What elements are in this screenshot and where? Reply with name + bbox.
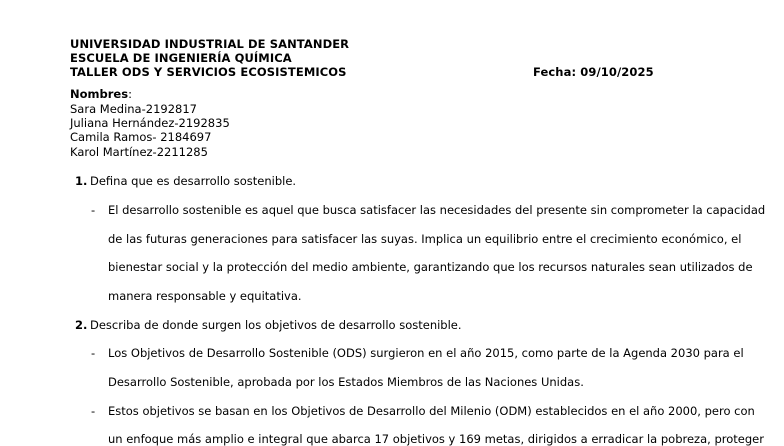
- student-name: Juliana Hernández-2192835: [70, 116, 230, 130]
- university-name: UNIVERSIDAD INDUSTRIAL DE SANTANDER: [70, 37, 350, 51]
- answer-bullet: -: [91, 203, 96, 217]
- document-date: Fecha: 09/10/2025: [533, 65, 654, 79]
- names-label: [70, 87, 132, 101]
- answer-line: Los Objetivos de Desarrollo Sostenible (ODS) surgieron en el año 2015, como parte de la Agenda 2030 para el: [108, 346, 744, 360]
- answer-line: un enfoque más amplio e integral que abarca 17 objetivos y 169 metas, dirigidos a erradicar la pobreza, proteger: [108, 432, 764, 446]
- answer-line: El desarrollo sostenible es aquel que busca satisfacer las necesidades del presente sin comprometer la capacidad: [108, 203, 766, 217]
- answer-bullet: -: [91, 404, 96, 418]
- answer-line: bienestar social y la protección del medio ambiente, garantizando que los recursos naturales sean utilizados de: [108, 260, 753, 274]
- question-number: 1.: [75, 174, 88, 188]
- student-name: Karol Martínez-2211285: [70, 145, 208, 159]
- answer-bullet: -: [91, 346, 96, 360]
- names-label-text: Nombres: [70, 87, 129, 101]
- workshop-title: TALLER ODS Y SERVICIOS ECOSISTEMICOS: [70, 65, 347, 79]
- question-number: 2.: [75, 318, 88, 332]
- question-text: Describa de donde surgen los objetivos de desarrollo sostenible.: [90, 318, 462, 332]
- school-name: ESCUELA DE INGENIERÍA QUÍMICA: [70, 51, 292, 65]
- question-text: Defina que es desarrollo sostenible.: [90, 174, 297, 188]
- student-name: Camila Ramos- 2184697: [70, 130, 212, 144]
- names-label-colon: :: [128, 87, 132, 101]
- answer-line: de las futuras generaciones para satisfacer las suyas. Implica un equilibrio entre el crecimiento económico, el: [108, 232, 742, 246]
- student-name: Sara Medina-2192817: [70, 102, 197, 116]
- answer-line: Estos objetivos se basan en los Objetivos de Desarrollo del Milenio (ODM) establecidos en el año 2000, pero con: [108, 404, 755, 418]
- answer-line: Desarrollo Sostenible, aprobada por los Estados Miembros de las Naciones Unidas.: [108, 375, 584, 389]
- answer-line: manera responsable y equitativa.: [108, 289, 302, 303]
